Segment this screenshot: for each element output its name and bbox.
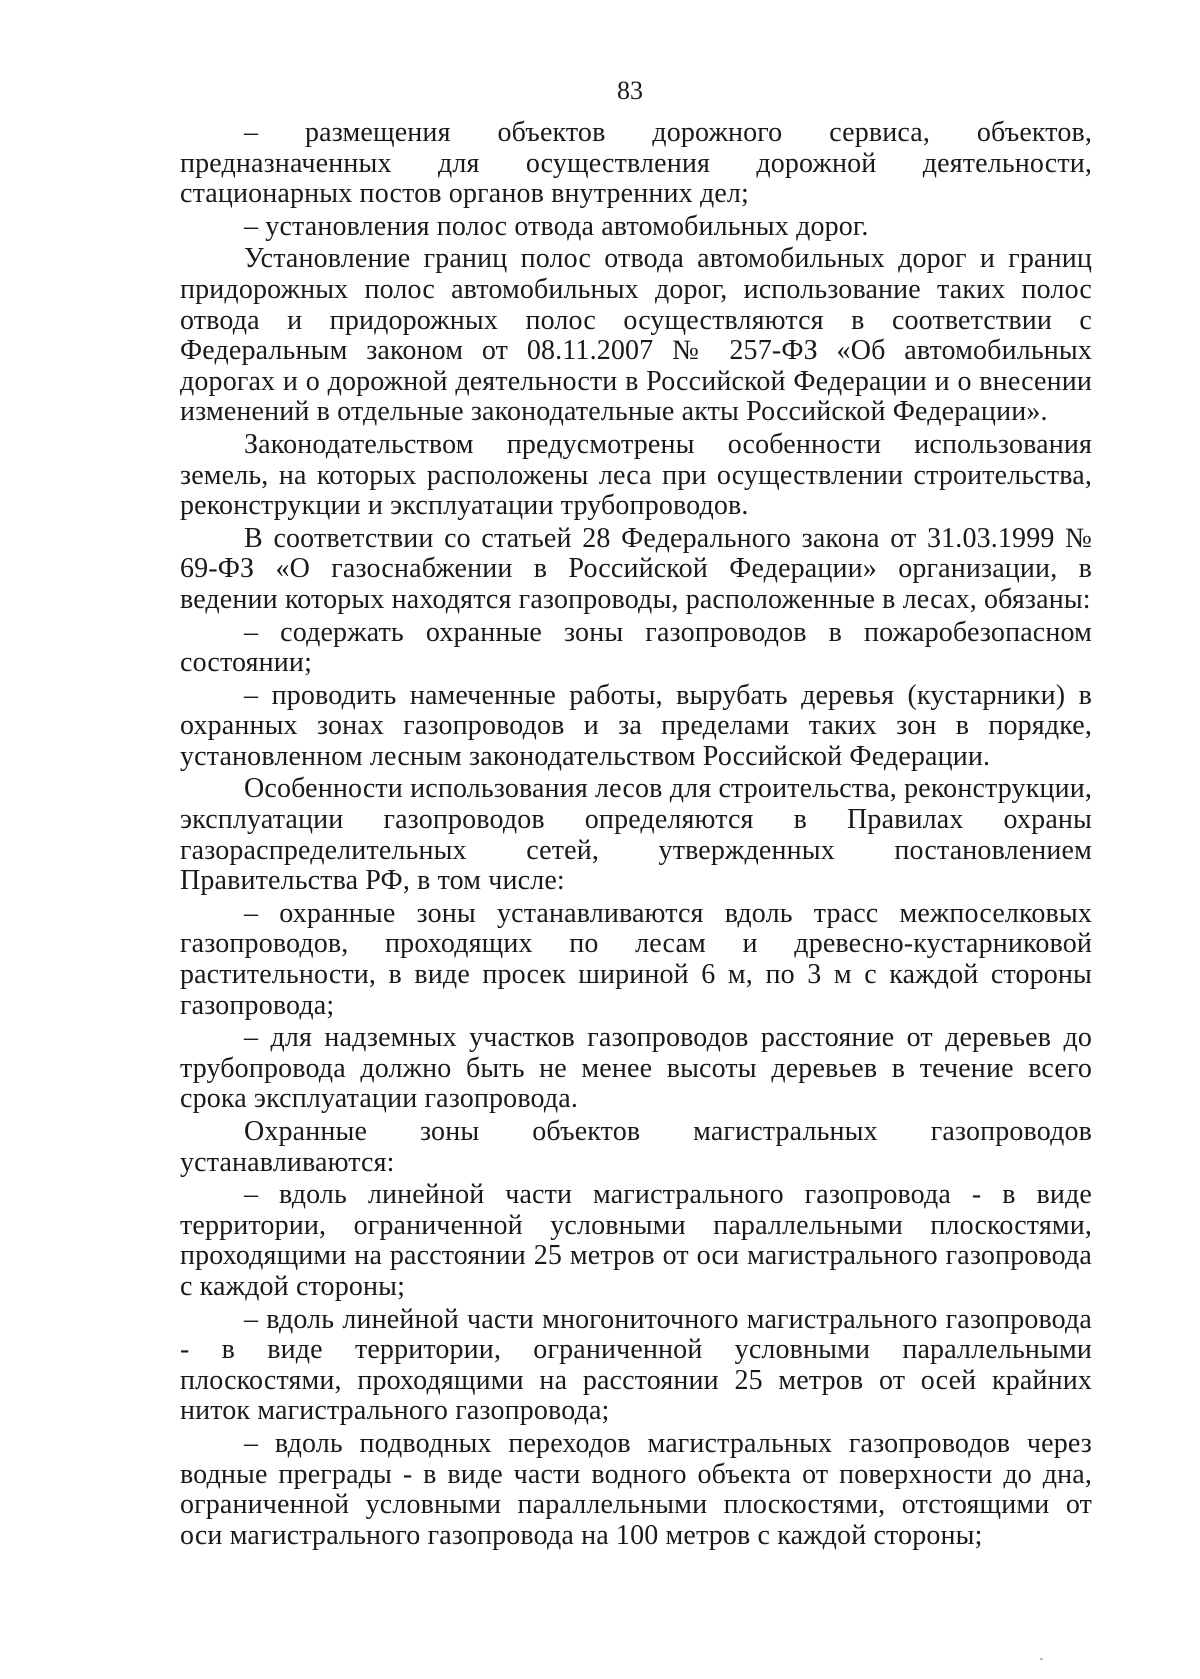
paragraph-11: Охранные зоны объектов магистральных газопроводов устанавливаются:: [180, 1116, 1092, 1178]
page-number: 83: [617, 76, 643, 105]
paragraph-1: – размещения объектов дорожного сервиса, объектов, предназначенных для осуществления дорожной деятельности, стационарных постов органов внутренних дел;: [180, 117, 1092, 210]
paragraph-6: – содержать охранные зоны газопроводов в пожаробезопасном состоянии;: [180, 616, 1092, 679]
paragraph-8: Особенности использования лесов для строительства, реконструкции, эксплуатации газопроводов определяются в Правилах охраны газораспределительных сетей, утвержденных постановлением Правительства РФ, в том числе:: [180, 773, 1092, 897]
paragraph-5: В соответствии со статьей 28 Федерального закона от 31.03.1999 № 69-ФЗ «О газоснабжении в Российской Федерации» организации, в ведении которых находятся газопроводы, расположенные в лесах, обязаны:: [180, 522, 1092, 615]
paragraph-7: – проводить намеченные работы, вырубать деревья (кустарники) в охранных зонах газопроводов и за пределами таких зон в порядке, установленном лесным законодательством Российской Федерации.: [180, 679, 1092, 772]
paragraph-9: – охранные зоны устанавливаются вдоль трасс межпоселковых газопроводов, проходящих по лесам и древесно-кустарниковой растительности, в виде просек шириной 6 м, по 3 м с каждой стороны газопровода;: [180, 897, 1092, 1021]
paragraph-10: – для надземных участков газопроводов расстояние от деревьев до трубопровода должно быть не менее высоты деревьев в течение всего срока эксплуатации газопровода.: [180, 1022, 1092, 1115]
paragraph-14: – вдоль подводных переходов магистральных газопроводов через водные преграды - в виде части водного объекта от поверхности до дна, ограниченной условными параллельными плоскостями, отстоящими от оси магистрального газопровода на 100 метров с каждой стороны;: [180, 1427, 1092, 1551]
scan-artifact: [1040, 1658, 1043, 1660]
paragraph-13: – вдоль линейной части многониточного магистрального газопровода - в виде территории, ограниченной условными параллельными плоскостями, проходящими на расстоянии 25 метров от осей крайних ниток магистрального газопровода;: [180, 1303, 1092, 1427]
paragraph-12: – вдоль линейной части магистрального газопровода - в виде территории, ограниченной условными параллельными плоскостями, проходящими на расстоянии 25 метров от оси магистрального газопровода с каждой стороны;: [180, 1179, 1092, 1302]
paragraph-4: Законодательством предусмотрены особенности использования земель, на которых расположены леса при осуществлении строительства, реконструкции и эксплуатации трубопроводов.: [180, 428, 1092, 522]
paragraph-2: – установления полос отвода автомобильных дорог.: [244, 210, 869, 242]
page-body: [180, 118, 1092, 1551]
paragraph-3: Установление границ полос отвода автомобильных дорог и границ придорожных полос автомобильных дорог, использование таких полос отвода и придорожных полос осуществляются в соответствии с Федеральным законом от 08.11.2007 № 257-ФЗ «Об автомобильных дорогах и о дорожной деятельности в Российской Федерации и о внесении изменений в отдельные законодательные акты Российской Федерации».: [180, 243, 1092, 428]
